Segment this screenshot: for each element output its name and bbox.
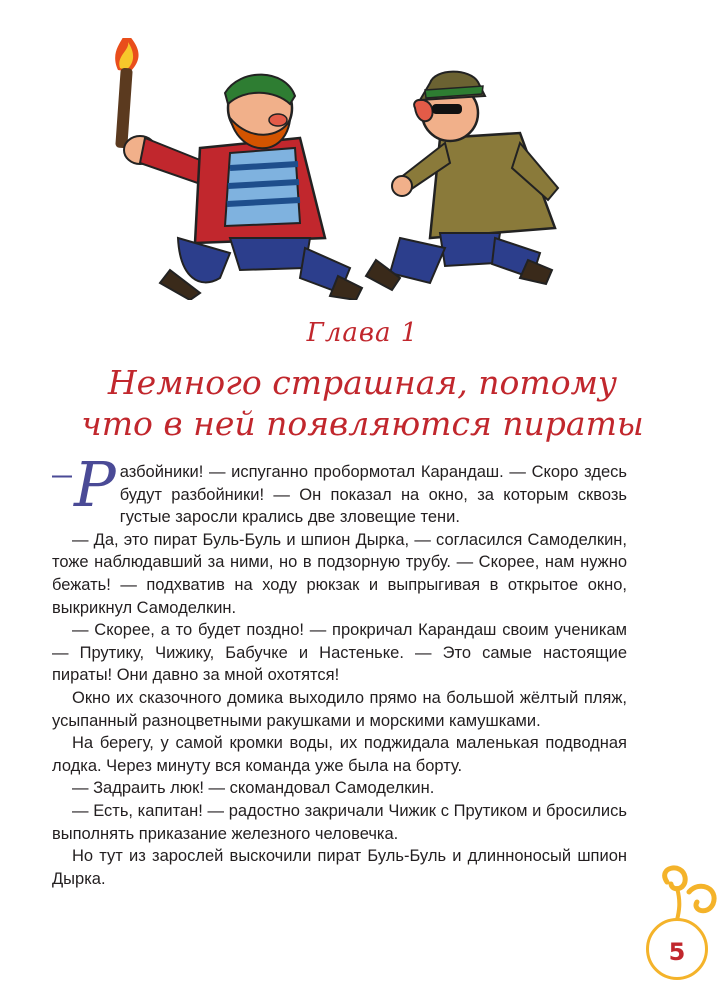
paragraph: Но тут из зарослей выскочили пират Буль-Буль и длинноносый шпион Дырка.	[52, 847, 627, 888]
drop-cap: Р	[74, 448, 116, 521]
chapter-title	[0, 362, 725, 444]
paragraph	[52, 448, 627, 529]
paragraph-text: азбойники! — испуганно пробормотал Карандаш. — Скоро здесь будут разбойники! — Он показал на окно, за которым сквозь густые заросли крались две зловещие тени.	[119, 463, 627, 527]
paragraph: На берегу, у самой кромки воды, их поджидала маленькая подводная лодка. Через минуту вся команда уже была на борту.	[52, 734, 627, 775]
chapter-title-line: Немного страшная, потому	[107, 363, 618, 402]
torch-icon	[115, 38, 138, 148]
chapter-title-line: что в ней появляются пираты	[81, 404, 644, 443]
paragraph: — Да, это пират Буль-Буль и шпион Дырка, — согласился Самоделкин, тоже наблюдавший за ними, но в подзорную трубу. — Скорее, нам нужно бежать! — подхватив на ходу рюкзак и выпрыгивая в открытое окно, выкрикнул Самоделкин.	[52, 530, 627, 617]
spy-icon	[366, 72, 558, 290]
paragraph: — Скорее, а то будет поздно! — прокричал Карандаш своим ученикам — Прутику, Чижику, Бабучке и Настеньке. — Это самые настоящие пираты! Они давно за мной охотятся!	[52, 621, 627, 685]
paragraph: Окно их сказочного домика выходило прямо на большой жёлтый пляж, усыпанный разноцветными ракушками и морскими камушками.	[52, 688, 627, 730]
dropcap-dash: —	[52, 465, 72, 487]
pirate-and-spy-illustration	[100, 38, 570, 300]
pirate-icon	[124, 75, 362, 300]
paragraph: — Есть, капитан! — радостно закричали Чижик с Прутиком и бросились выполнять приказание железного человечка.	[52, 801, 627, 843]
chapter-number: Глава 1	[306, 318, 419, 348]
paragraph: — Задраить люк! — скомандовал Самоделкин.	[72, 779, 435, 798]
chapter-body	[52, 448, 627, 890]
page-number: 5	[646, 918, 708, 980]
